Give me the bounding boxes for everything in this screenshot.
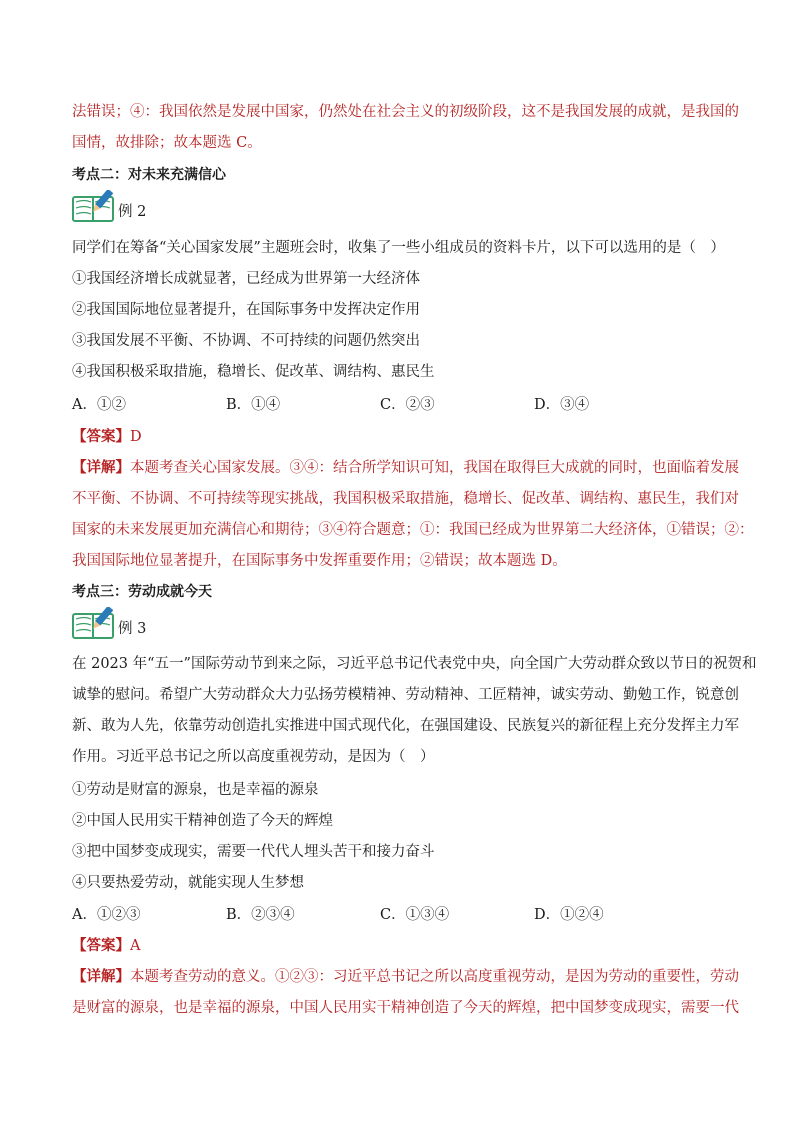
choice-item-3-2: ②中国人民用实干精神创造了今天的辉煌 <box>72 813 333 829</box>
question-3-line-4: 作用。习近平总书记之所以高度重视劳动，是因为（ ） <box>72 749 435 765</box>
section-heading-3: 考点三：劳动成就今天 <box>72 584 212 600</box>
answer-value-3: A <box>130 938 141 954</box>
example-label-3: 例 3 <box>118 621 147 637</box>
option-a-3: A．①②③ <box>72 907 141 923</box>
question-3-line-2: 诚挚的慰问。希望广大劳动群众大力弘扬劳模精神、劳动精神、工匠精神，诚实劳动、勤勉工作，锐意创 <box>72 687 739 703</box>
choice-item-3-1: ①劳动是财富的源泉，也是幸福的源泉 <box>72 782 319 798</box>
example-marker-2 <box>72 190 192 224</box>
answer-3 <box>72 934 140 955</box>
explanation-3-line-2: 是财富的源泉，也是幸福的源泉，中国人民用实干精神创造了今天的辉煌，把中国梦变成现实，需要一代 <box>72 1000 739 1016</box>
option-c-2: C．②③ <box>380 397 435 413</box>
question-2: 同学们在筹备“关心国家发展”主题班会时，收集了一些小组成员的资料卡片，以下可以选用的是（ ） <box>72 240 725 256</box>
choice-item-3-3: ③把中国梦变成现实，需要一代代人埋头苦干和接力奋斗 <box>72 844 435 860</box>
option-c-3: C．①③④ <box>380 907 450 923</box>
explanation-2-line-3: 国家的未来发展更加充满信心和期待；③④符合题意；①：我国已经成为世界第二大经济体，①错误；②： <box>72 522 754 538</box>
section-heading-2: 考点二：对未来充满信心 <box>72 167 226 183</box>
book-pencil-icon <box>72 607 116 641</box>
answer-tag-3: 【答案】 <box>72 937 130 954</box>
choice-item-2-2: ②我国国际地位显著提升，在国际事务中发挥决定作用 <box>72 302 420 318</box>
explanation-tag-3: 【详解】 <box>72 968 130 985</box>
choice-item-2-4: ④我国积极采取措施，稳增长、促改革、调结构、惠民生 <box>72 364 435 380</box>
question-3-line-3: 新、敢为人先，依靠劳动创造扎实推进中国式现代化，在强国建设、民族复兴的新征程上充分发挥主力军 <box>72 718 739 734</box>
option-a-2: A．①② <box>72 397 126 413</box>
explanation-2-line-4: 我国国际地位显著提升，在国际事务中发挥重要作用；②错误；故本题选 D。 <box>72 553 567 569</box>
answer-tag-2: 【答案】 <box>72 428 130 445</box>
explanation-2-line-2: 不平衡、不协调、不可持续等现实挑战，我国积极采取措施，稳增长、促改革、调结构、惠民生，我们对 <box>72 491 739 507</box>
question-3-line-1: 在 2023 年“五一”国际劳动节到来之际，习近平总书记代表党中央，向全国广大劳动群众致以节日的祝贺和 <box>72 656 757 672</box>
answer-value-2: D <box>130 429 142 445</box>
example-label-2: 例 2 <box>118 204 147 220</box>
explanation-3-line-1: 【详解】本题考查劳动的意义。①②③：习近平总书记之所以高度重视劳动，是因为劳动的重要性，劳动 <box>72 968 739 985</box>
answer-2 <box>72 425 142 446</box>
option-d-2: D．③④ <box>534 397 590 413</box>
choice-item-2-1: ①我国经济增长成就显著，已经成为世界第一大经济体 <box>72 271 420 287</box>
explanation-2-line-1: 【详解】本题考查关心国家发展。③④：结合所学知识可知，我国在取得巨大成就的同时，也面临着发展 <box>72 459 739 476</box>
choice-item-3-4: ④只要热爱劳动，就能实现人生梦想 <box>72 875 304 891</box>
explanation-tag-2: 【详解】 <box>72 459 130 476</box>
book-pencil-icon <box>72 190 116 224</box>
prev-explanation-line-2: 国情，故排除；故本题选 C。 <box>72 135 262 151</box>
prev-explanation-line-1: 法错误；④：我国依然是发展中国家，仍然处在社会主义的初级阶段，这不是我国发展的成就，是我国的 <box>72 104 739 120</box>
option-d-3: D．①②④ <box>534 907 604 923</box>
option-b-3: B．②③④ <box>226 907 295 923</box>
example-marker-3 <box>72 607 192 641</box>
option-b-2: B．①④ <box>226 397 281 413</box>
choice-item-2-3: ③我国发展不平衡、不协调、不可持续的问题仍然突出 <box>72 333 420 349</box>
